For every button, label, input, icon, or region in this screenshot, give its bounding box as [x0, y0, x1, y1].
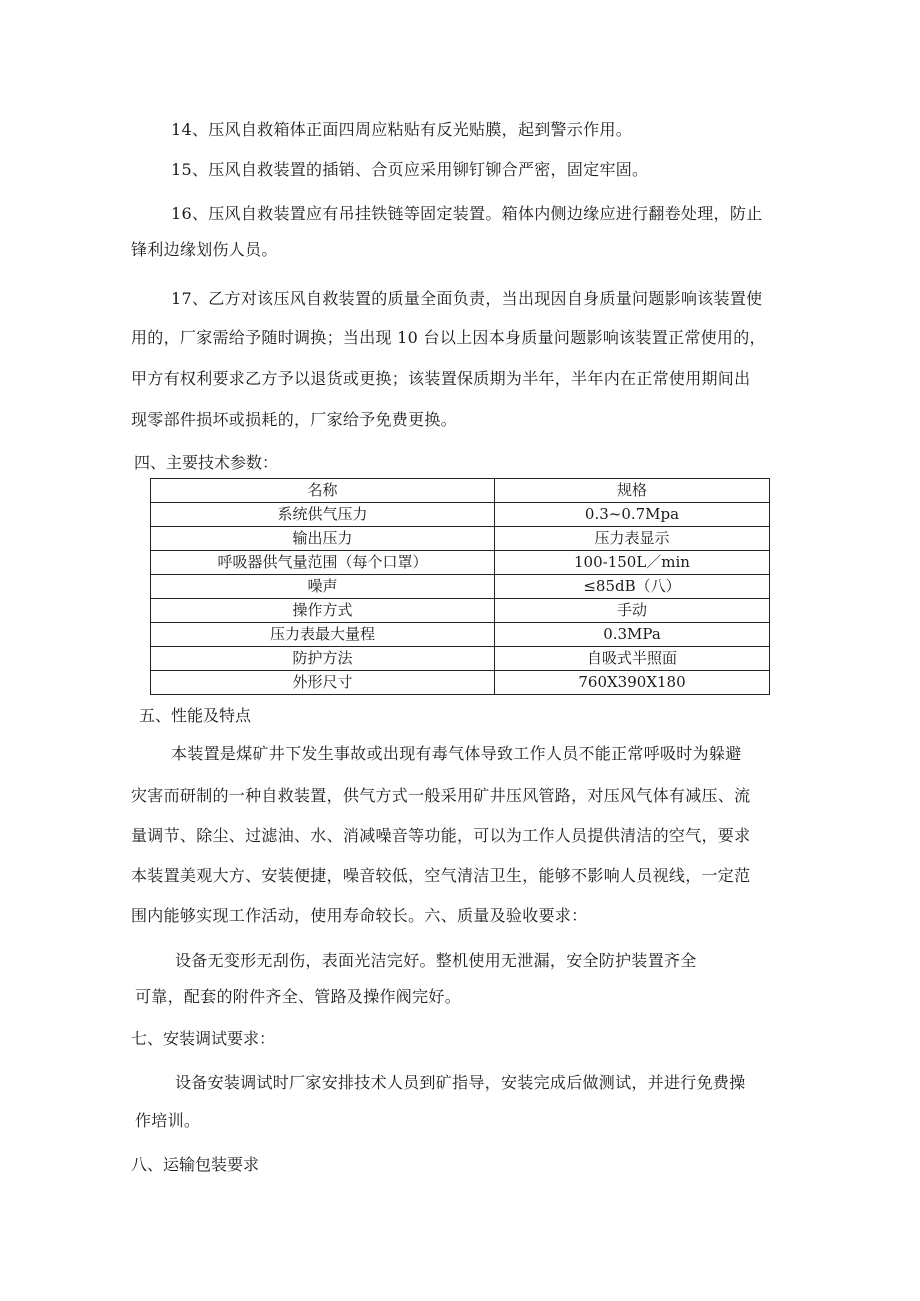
item-16-line1: 16、压风自救装置应有吊挂铁链等固定装置。箱体内侧边缘应进行翻卷处理，防止: [171, 204, 763, 223]
item-17-line3: 甲方有权利要求乙方予以退货或更换；该装置保质期为半年，半年内在正常使用期间出: [131, 369, 751, 388]
param-value: 自吸式半照面: [495, 647, 770, 671]
table-row: [151, 623, 770, 647]
param-name: 输出压力: [151, 527, 495, 551]
table-row: [151, 503, 770, 527]
table-row: [151, 527, 770, 551]
param-value: ≤85dB（八）: [495, 575, 770, 599]
param-value: 压力表显示: [495, 527, 770, 551]
table-row: [151, 551, 770, 575]
param-name: 压力表最大量程: [151, 623, 495, 647]
section-5-line5: 围内能够实现工作活动，使用寿命较长。六、质量及验收要求：: [131, 906, 588, 925]
item-17-line4: 现零部件损坏或损耗的，厂家给予免费更换。: [131, 410, 458, 429]
table-row: [151, 575, 770, 599]
param-name: 呼吸器供气量范围（每个口罩）: [151, 551, 495, 575]
param-value: 手动: [495, 599, 770, 623]
param-name: 系统供气压力: [151, 503, 495, 527]
section-6-line1: 设备无变形无刮伤，表面光洁完好。整机使用无泄漏，安全防护装置齐全: [175, 951, 697, 970]
section-8-heading: 八、运输包装要求: [131, 1155, 260, 1174]
item-15: 15、压风自救装置的插销、合页应采用铆钉铆合严密，固定牢固。: [171, 160, 649, 179]
item-14: 14、压风自救箱体正面四周应粘贴有反光贴膜，起到警示作用。: [171, 120, 633, 139]
table-header-name: 名称: [151, 479, 495, 503]
table-row: [151, 647, 770, 671]
section-5-line2: 灾害而研制的一种自救装置，供气方式一般采用矿井压风管路，对压风气体有减压、流: [131, 786, 751, 805]
section-5-heading: 五、性能及特点: [139, 706, 252, 725]
table-row: [151, 671, 770, 695]
item-16-line2: 锋利边缘划伤人员。: [131, 240, 278, 259]
param-value: 760X390X180: [495, 671, 770, 695]
section-5-line3: 量调节、除尘、过滤油、水、消减噪音等功能，可以为工作人员提供清洁的空气，要求: [131, 826, 751, 845]
table-header-row: [151, 479, 770, 503]
section-4-heading: 四、主要技术参数：: [134, 453, 279, 472]
table-row: [151, 599, 770, 623]
section-7-line1: 设备安装调试时厂家安排技术人员到矿指导，安装完成后做测试，并进行免费操: [175, 1073, 746, 1092]
section-7-heading: 七、安装调试要求：: [131, 1029, 276, 1048]
table-header-spec: 规格: [495, 479, 770, 503]
item-17-line2: 用的，厂家需给予随时调换；当出现 10 台以上因本身质量问题影响该装置正常使用的，: [131, 328, 766, 347]
param-name: 操作方式: [151, 599, 495, 623]
param-name: 外形尺寸: [151, 671, 495, 695]
param-name: 防护方法: [151, 647, 495, 671]
section-5-line4: 本装置美观大方、安装便捷，噪音较低，空气清洁卫生，能够不影响人员视线，一定范: [131, 866, 751, 885]
section-5-line1: 本装置是煤矿井下发生事故或出现有毒气体导致工作人员不能正常呼吸时为躲避: [171, 744, 742, 763]
section-6-line2: 可靠，配套的附件齐全、管路及操作阀完好。: [135, 987, 462, 1006]
section-7-line2: 作培训。: [135, 1111, 201, 1130]
param-value: 100-150L／min: [495, 551, 770, 575]
tech-params-table: [150, 478, 770, 695]
param-name: 噪声: [151, 575, 495, 599]
item-17-line1: 17、乙方对该压风自救装置的质量全面负责，当出现因自身质量问题影响该装置使: [171, 289, 763, 308]
param-value: 0.3~0.7Mpa: [495, 503, 770, 527]
param-value: 0.3MPa: [495, 623, 770, 647]
